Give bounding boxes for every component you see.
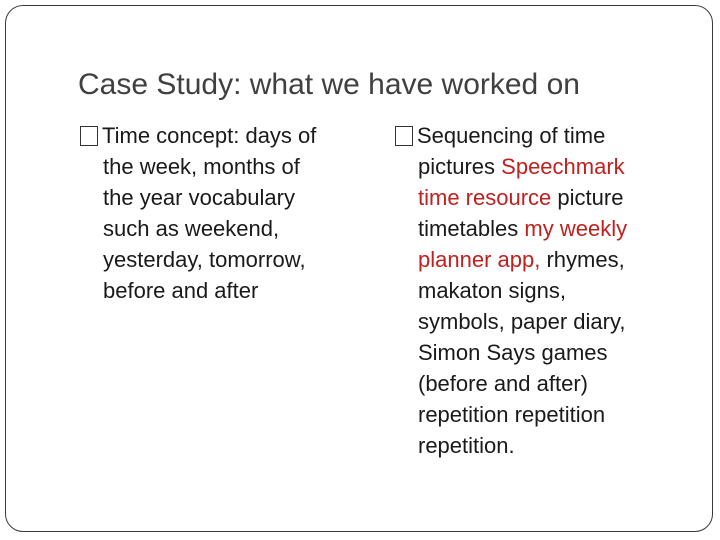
bullet-box-icon: [395, 126, 413, 146]
right-line-5: planner app, rhymes,: [418, 247, 625, 272]
right-line-4: timetables my weekly: [418, 216, 628, 241]
right-line-10: repetition repetition: [418, 402, 606, 427]
right-line-7: symbols, paper diary,: [418, 309, 626, 334]
time-resource-highlight: time resource: [418, 185, 552, 210]
bullet-box-icon: [80, 126, 98, 146]
left-bullet-line-1: Time concept: days of: [80, 120, 370, 151]
right-column: [395, 120, 675, 461]
left-line-4: such as weekend,: [103, 216, 280, 241]
right-line-9: (before and after): [418, 371, 588, 396]
slide-title: Case Study: what we have worked on: [78, 68, 580, 101]
left-line-2: the week, months of: [103, 154, 300, 179]
left-line-6: before and after: [103, 278, 259, 303]
my-weekly-highlight: my weekly: [524, 216, 628, 241]
right-line-11: repetition.: [418, 433, 515, 458]
right-line-3: time resource picture: [418, 185, 624, 210]
speechmark-highlight: Speechmark: [501, 154, 625, 179]
left-line-3: the year vocabulary: [103, 185, 295, 210]
right-line-8: Simon Says games: [418, 340, 608, 365]
right-bullet-line-1: Sequencing of time: [395, 120, 675, 151]
planner-app-highlight: planner app,: [418, 247, 541, 272]
left-column: [80, 120, 370, 306]
right-line-2: pictures Speechmark: [418, 154, 625, 179]
left-line-5: yesterday, tomorrow,: [103, 247, 306, 272]
right-line-6: makaton signs,: [418, 278, 566, 303]
